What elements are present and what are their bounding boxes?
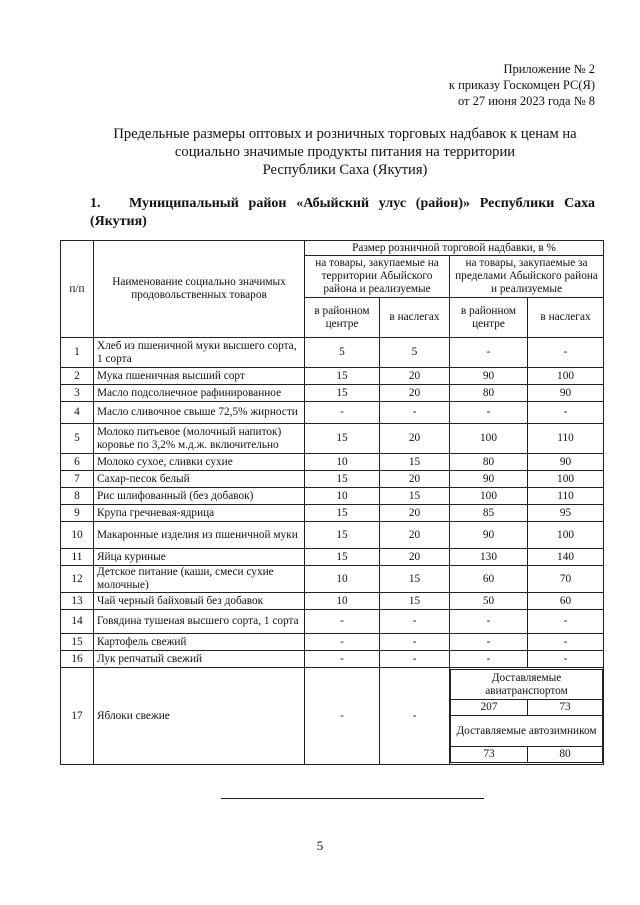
row-value-center-inside: - <box>305 634 380 651</box>
row-value-center-inside: 10 <box>305 488 380 505</box>
bottom-divider <box>221 798 484 799</box>
row-value-center-outside: - <box>450 634 528 651</box>
table-row <box>61 488 604 505</box>
header-retail: Размер розничной торговой надбавки, в % <box>305 241 604 256</box>
row-number: 11 <box>61 549 94 566</box>
title-line-3: Республики Саха (Якутия) <box>262 162 428 178</box>
markup-table <box>60 240 604 765</box>
row-value-nasleg-inside: 20 <box>380 522 450 549</box>
header-name: Наименование социально значимых продовольственных товаров <box>94 241 305 338</box>
row-value-center-outside: 80 <box>450 454 528 471</box>
row-value-center-outside: 50 <box>450 593 528 610</box>
row-value-nasleg-outside: - <box>528 402 604 424</box>
page-number: 5 <box>316 838 324 853</box>
header-inside: на товары, закупаемые на территории Абыйского района и реализуемые <box>305 256 450 298</box>
row-value-nasleg-outside: - <box>528 338 604 368</box>
row-number: 8 <box>61 488 94 505</box>
row-number: 6 <box>61 454 94 471</box>
air-delivery-label: Доставляемые авиатранспортом <box>451 670 603 700</box>
row-number: 10 <box>61 522 94 549</box>
row-product-name: Макаронные изделия из пшеничной муки <box>94 522 305 549</box>
row-value-center-inside: 10 <box>305 566 380 593</box>
row-product-name: Сахар-песок белый <box>94 471 305 488</box>
row-value-center-outside: 60 <box>450 566 528 593</box>
row-value-center-outside: 80 <box>450 385 528 402</box>
row-value-nasleg-inside: - <box>380 610 450 634</box>
row-product-name: Масло подсолнечное рафинированное <box>94 385 305 402</box>
appendix-line-1: Приложение № 2 <box>503 62 595 76</box>
row-value-center-outside: - <box>450 402 528 424</box>
row-value-nasleg-outside: 95 <box>528 505 604 522</box>
row-number: 9 <box>61 505 94 522</box>
row-value-nasleg-inside: 5 <box>380 338 450 368</box>
row-value-center-outside: 90 <box>450 368 528 385</box>
row-product-name: Мука пшеничная высший сорт <box>94 368 305 385</box>
row-value-nasleg-inside: - <box>380 651 450 668</box>
row-value-nasleg-inside: 20 <box>380 549 450 566</box>
section-number: 1. <box>90 196 101 211</box>
table-row <box>61 338 604 368</box>
row-number: 13 <box>61 593 94 610</box>
document-title <box>90 125 600 179</box>
row-value-nasleg-inside: - <box>380 668 450 765</box>
row-value-nasleg-outside: 90 <box>528 454 604 471</box>
row-number: 1 <box>61 338 94 368</box>
row-product-name: Картофель свежий <box>94 634 305 651</box>
row-product-name: Лук репчатый свежий <box>94 651 305 668</box>
row-value-nasleg-inside: 15 <box>380 593 450 610</box>
row-number: 5 <box>61 424 94 454</box>
row-value-center-outside: - <box>450 610 528 634</box>
row-value-nasleg-outside: 70 <box>528 566 604 593</box>
row-number: 7 <box>61 471 94 488</box>
row-value-center-outside: 130 <box>450 549 528 566</box>
row-value-center-outside: 85 <box>450 505 528 522</box>
row-number: 15 <box>61 634 94 651</box>
header-num: п/п <box>61 241 94 338</box>
row-value-nasleg-inside: - <box>380 634 450 651</box>
table-row <box>61 651 604 668</box>
row-product-name: Молоко питьевое (молочный напиток) коровье по 3,2% м.д.ж. включительно <box>94 424 305 454</box>
row-value-center-inside: - <box>305 610 380 634</box>
header-nasleg-inside: в наслегах <box>380 298 450 338</box>
header-nasleg-outside: в наслегах <box>528 298 604 338</box>
row-value-nasleg-outside: - <box>528 651 604 668</box>
table-row <box>61 610 604 634</box>
row-product-name: Рис шлифованный (без добавок) <box>94 488 305 505</box>
row-value-center-outside: 100 <box>450 424 528 454</box>
row-product-name: Масло сливочное свыше 72,5% жирности <box>94 402 305 424</box>
row-number: 4 <box>61 402 94 424</box>
row-value-nasleg-inside: 20 <box>380 368 450 385</box>
row-value-center-inside: 15 <box>305 385 380 402</box>
appendix-line-3: от 27 июня 2023 года № 8 <box>457 94 595 108</box>
row-value-nasleg-outside: 100 <box>528 368 604 385</box>
air-nasleg-value: 73 <box>527 700 602 716</box>
header-center-outside: в районном центре <box>450 298 528 338</box>
row-value-center-inside: 15 <box>305 549 380 566</box>
row-product-name: Яйца куриные <box>94 549 305 566</box>
row-value-nasleg-inside: 20 <box>380 471 450 488</box>
table-row <box>61 593 604 610</box>
table-row <box>61 424 604 454</box>
row-value-nasleg-inside: - <box>380 402 450 424</box>
air-center-value: 207 <box>451 700 528 716</box>
table-row <box>61 522 604 549</box>
title-line-2: социально значимые продукты питания на территории <box>174 144 516 160</box>
table-row <box>61 368 604 385</box>
header-center-inside: в районном центре <box>305 298 380 338</box>
apples-delivery-cell <box>450 668 604 765</box>
row-value-center-inside: - <box>305 651 380 668</box>
row-value-nasleg-outside: 110 <box>528 424 604 454</box>
row-value-center-inside: - <box>305 402 380 424</box>
row-value-center-outside: - <box>450 651 528 668</box>
row-value-center-inside: 10 <box>305 593 380 610</box>
row-product-name: Яблоки свежие <box>94 668 305 765</box>
row-value-center-inside: 5 <box>305 338 380 368</box>
row-product-name: Молоко сухое, сливки сухие <box>94 454 305 471</box>
road-delivery-label: Доставляемые автозимником <box>451 716 603 747</box>
row-number: 16 <box>61 651 94 668</box>
header-outside: на товары, закупаемые за пределами Абыйского района и реализуемые <box>450 256 604 298</box>
row-value-center-inside: 15 <box>305 368 380 385</box>
row-value-nasleg-outside: 140 <box>528 549 604 566</box>
row-value-center-inside: 15 <box>305 522 380 549</box>
row-value-center-outside: 100 <box>450 488 528 505</box>
appendix-block <box>449 61 595 109</box>
row-value-nasleg-inside: 20 <box>380 505 450 522</box>
row-value-nasleg-outside: - <box>528 634 604 651</box>
row-value-nasleg-outside: 90 <box>528 385 604 402</box>
row-value-center-outside: - <box>450 338 528 368</box>
row-value-center-outside: 90 <box>450 522 528 549</box>
row-product-name: Крупа гречневая-ядрица <box>94 505 305 522</box>
table-row <box>61 566 604 593</box>
road-nasleg-value: 80 <box>527 747 602 763</box>
appendix-line-2: к приказу Госкомцен РС(Я) <box>448 78 595 92</box>
row-value-center-outside: 90 <box>450 471 528 488</box>
table-row <box>61 668 604 765</box>
table-row <box>61 402 604 424</box>
row-value-nasleg-outside: - <box>528 610 604 634</box>
table-row <box>61 634 604 651</box>
road-center-value: 73 <box>451 747 528 763</box>
row-number: 14 <box>61 610 94 634</box>
table-row <box>61 549 604 566</box>
row-product-name: Чай черный байховый без добавок <box>94 593 305 610</box>
row-value-nasleg-inside: 20 <box>380 385 450 402</box>
row-number: 3 <box>61 385 94 402</box>
row-value-center-inside: - <box>305 668 380 765</box>
row-value-nasleg-inside: 20 <box>380 424 450 454</box>
row-value-center-inside: 10 <box>305 454 380 471</box>
table-row <box>61 385 604 402</box>
row-value-center-inside: 15 <box>305 471 380 488</box>
row-value-nasleg-inside: 15 <box>380 488 450 505</box>
row-value-nasleg-inside: 15 <box>380 454 450 471</box>
apples-delivery-table <box>450 669 603 763</box>
row-number: 12 <box>61 566 94 593</box>
row-value-nasleg-inside: 15 <box>380 566 450 593</box>
row-value-nasleg-outside: 60 <box>528 593 604 610</box>
row-number: 2 <box>61 368 94 385</box>
row-product-name: Хлеб из пшеничной муки высшего сорта, 1 сорта <box>94 338 305 368</box>
table-row <box>61 471 604 488</box>
row-value-center-inside: 15 <box>305 424 380 454</box>
row-value-nasleg-outside: 110 <box>528 488 604 505</box>
table-row <box>61 505 604 522</box>
section-text: Муниципальный район «Абыйский улус (район)» Республики Саха (Якутия) <box>90 196 595 229</box>
row-product-name: Детское питание (каши, смеси сухие молочные) <box>94 566 305 593</box>
row-product-name: Говядина тушеная высшего сорта, 1 сорта <box>94 610 305 634</box>
row-value-nasleg-outside: 100 <box>528 522 604 549</box>
row-number: 17 <box>61 668 94 765</box>
title-line-1: Предельные размеры оптовых и розничных торговых надбавок к ценам на <box>113 126 577 142</box>
row-value-nasleg-outside: 100 <box>528 471 604 488</box>
section-heading <box>90 195 595 231</box>
table-row <box>61 454 604 471</box>
row-value-center-inside: 15 <box>305 505 380 522</box>
